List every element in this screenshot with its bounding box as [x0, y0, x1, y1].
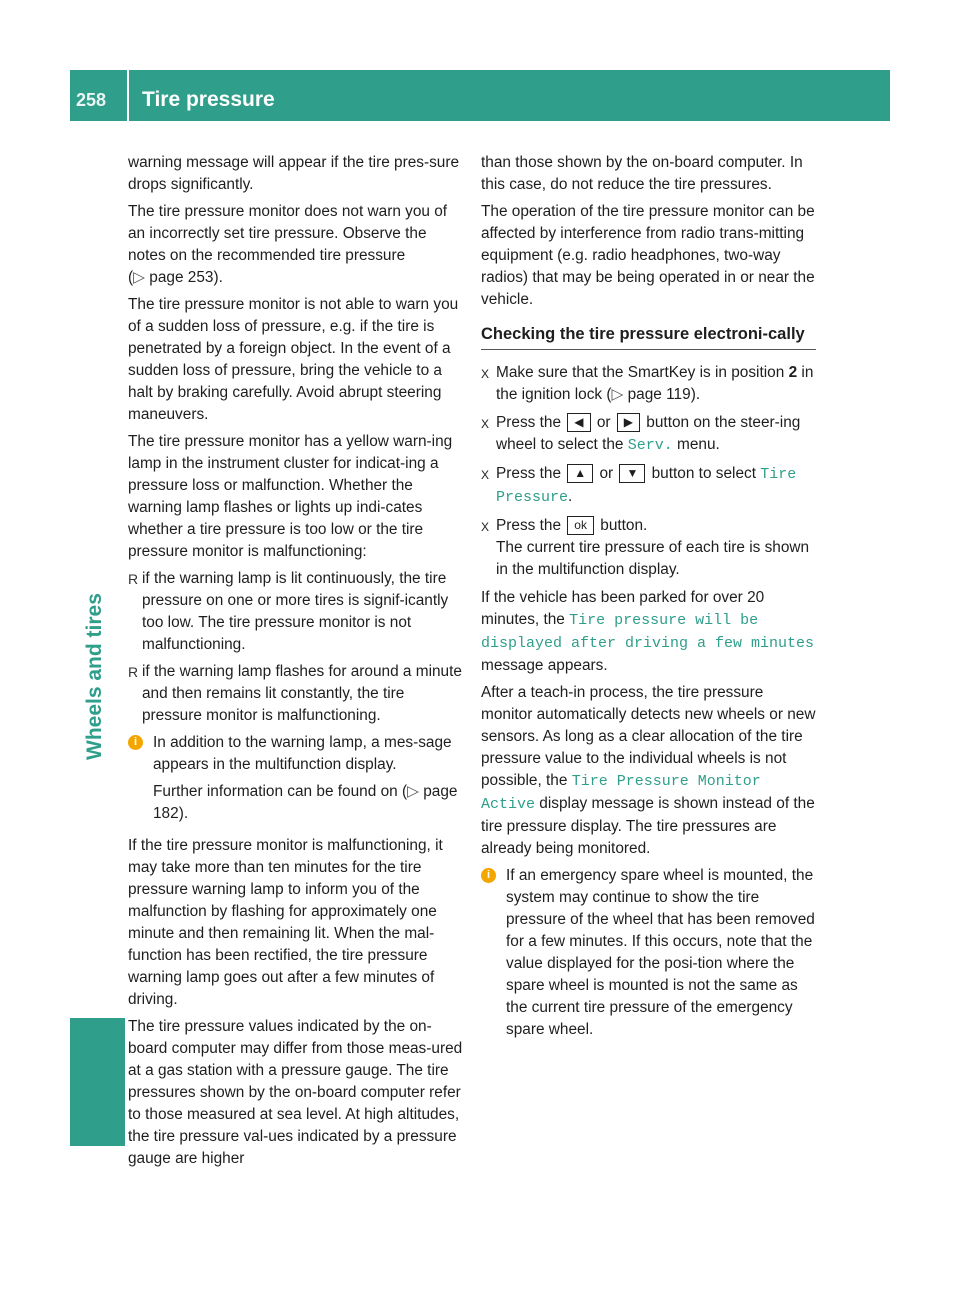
- section-title: Tire pressure: [142, 88, 275, 111]
- paragraph: The tire pressure monitor has a yellow warn-ing lamp in the instrument cluster for indicat-ing a pressure loss or malfunction. Whether the warning lamp flashes or lights up indi-cates whether a tire pressure is too low or the tire pressure monitor is malfunctioning:: [128, 433, 453, 560]
- list-item: R if the warning lamp flashes for around a minute and then remains lit constantly, the tire pressure monitor is malfunctioning.: [128, 661, 463, 727]
- step-arrow-icon: X: [481, 468, 490, 482]
- subsection-heading: Checking the tire pressure electroni-cally: [481, 323, 816, 350]
- pointer-icon: ▷: [611, 386, 624, 403]
- side-tab-marker: [70, 1018, 125, 1146]
- paragraph: The tire pressure values indicated by the on-board computer may differ from those meas-ured at a gas station with a pressure gauge. The tire pressures shown by the on-board computer refer to those measured at sea level. At high altitudes, the tire pressure val-ues indicated by a pressure gauge are higher: [128, 1018, 463, 1167]
- page-number: 258: [76, 90, 107, 110]
- bullet-icon: R: [128, 571, 139, 587]
- step-arrow-icon: X: [481, 520, 490, 534]
- bullet-icon: R: [128, 664, 139, 680]
- info-note: i In addition to the warning lamp, a mes-sage appears in the multifunction display. Further information can be found on (▷ page 182).: [128, 732, 463, 830]
- page-ref-link[interactable]: page 182: [153, 783, 458, 822]
- paragraph: After a teach-in process, the tire pressure monitor automatically detects new wheels or new sensors. As long as a clear allocation of the tire pressure value to the individual wheels is not possible, the Tire Pressure Monitor Active display message is shown instead of the tire pressure display. The tire pressures are already being monitored.: [481, 684, 816, 857]
- display-menu-name: Serv.: [627, 437, 673, 454]
- paragraph: The tire pressure monitor does not warn you of an incorrectly set tire pressure. Observe the notes on the recommended tire pressure (▷ page 253).: [128, 203, 448, 286]
- instruction-step: X Press the ok button. The current tire pressure of each tire is shown in the multifunction display.: [481, 515, 816, 581]
- display-message: Tire Pressure Monitor Active: [481, 773, 761, 813]
- right-button-icon: ▶: [617, 413, 640, 432]
- step-arrow-icon: X: [481, 367, 490, 381]
- paragraph: The operation of the tire pressure monitor can be affected by interference from radio trans-mitting equipment (e.g. radio headphones, two-way radios) that may be being operated in or near the vehicle.: [481, 203, 815, 308]
- paragraph: The tire pressure monitor is not able to warn you of a sudden loss of pressure, e.g. if the tire is penetrated by a foreign object. In the event of a sudden loss of pressure, bring the vehicle to a halt by braking carefully. Avoid abrupt steering maneuvers.: [128, 296, 459, 423]
- header-divider: [127, 70, 129, 121]
- paragraph: warning message will appear if the tire pres-sure drops significantly.: [128, 154, 460, 193]
- pointer-icon: ▷: [133, 269, 145, 286]
- instruction-step: X Press the ▲ or ▼ button to select Tire Pressure.: [481, 463, 816, 509]
- info-note: i If an emergency spare wheel is mounted, the system may continue to show the tire pressure of the wheel that has been removed for a few minutes. If this occurs, note that the value displayed for the posi-tion where the spare wheel is mounted is not the same as the current tire pressure of the emergency spare wheel.: [481, 865, 816, 1046]
- list-item: R if the warning lamp is lit continuously, the tire pressure on one or more tires is signif-icantly too low. The tire pressure monitor is not malfunctioning.: [128, 568, 463, 656]
- left-column: [128, 152, 463, 1175]
- right-column: [481, 152, 816, 1051]
- paragraph: If the tire pressure monitor is malfunctioning, it may take more than ten minutes for the tire pressure warning lamp to inform you of the malfunction by flashing for approximately one minute and then remaining lit. When the mal-function has been rectified, the tire pressure warning lamp goes out after a few minutes of driving.: [128, 837, 443, 1008]
- info-icon: i: [481, 868, 496, 883]
- up-button-icon: ▲: [567, 464, 593, 483]
- page-ref-link[interactable]: page 253: [149, 269, 214, 286]
- display-message: Tire pressure will be displayed after driving a few minutes: [481, 612, 815, 652]
- pointer-icon: ▷: [407, 783, 419, 800]
- info-icon: i: [128, 735, 143, 750]
- instruction-step: X Make sure that the SmartKey is in position 2 in the ignition lock (▷ page 119).: [481, 362, 816, 406]
- ok-button-icon: ok: [567, 516, 594, 535]
- paragraph: than those shown by the on-board computer. In this case, do not reduce the tire pressures.: [481, 154, 803, 193]
- down-button-icon: ▼: [619, 464, 645, 483]
- side-tab-label: Wheels and tires: [83, 593, 106, 760]
- page-ref-link[interactable]: page 119: [627, 386, 691, 403]
- display-menu-item: Tire Pressure: [496, 466, 797, 506]
- instruction-step: X Press the ◀ or ▶ button on the steer-ing wheel to select the Serv. menu.: [481, 412, 816, 457]
- left-button-icon: ◀: [567, 413, 590, 432]
- paragraph: If the vehicle has been parked for over 20 minutes, the Tire pressure will be displayed after driving a few minutes message appears.: [481, 589, 815, 674]
- step-arrow-icon: X: [481, 417, 490, 431]
